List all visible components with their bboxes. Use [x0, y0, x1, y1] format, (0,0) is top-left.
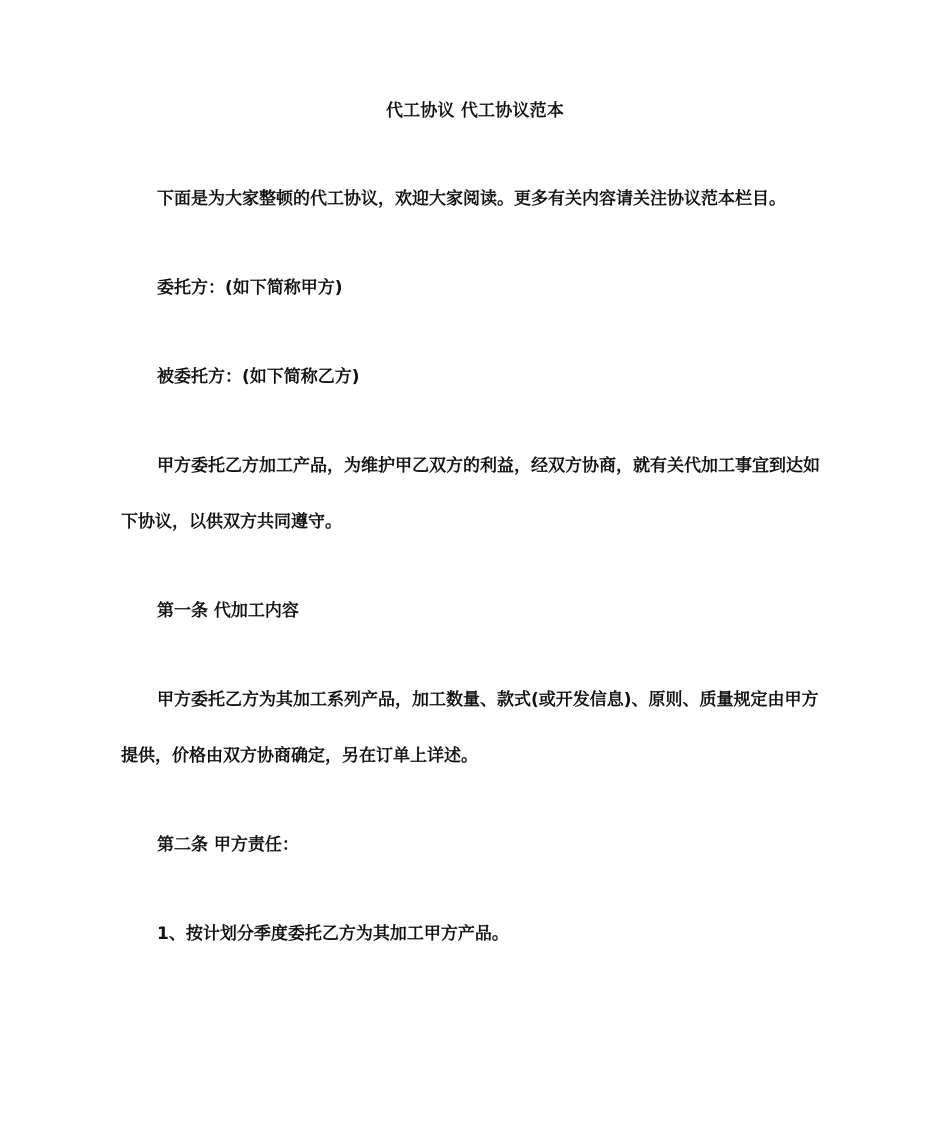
intro-paragraph: 下面是为大家整顿的代工协议，欢迎大家阅读。更多有关内容请关注协议范本栏目。: [157, 189, 786, 209]
agreement-preamble-paragraph: 甲方委托乙方加工产品，为维护甲乙双方的利益，经双方协商，就有关代加工事宜到达如下协议，以供双方共同遵守。: [121, 456, 820, 532]
article-one-body: 甲方委托乙方为其加工系列产品，加工数量、款式(或开发信息)、原则、质量规定由甲方提供，价格由双方协商确定，另在订单上详述。: [121, 690, 819, 766]
article-one-heading: 第一条 代加工内容: [157, 601, 299, 621]
document-title: 代工协议 代工协议范本: [385, 101, 565, 121]
contractor-party-line: 被委托方：(如下简称乙方): [157, 367, 360, 387]
article-two-item-1: 1、按计划分季度委托乙方为其加工甲方产品。: [157, 924, 509, 944]
client-party-line: 委托方：(如下简称甲方): [157, 278, 343, 298]
article-two-heading: 第二条 甲方责任：: [157, 835, 299, 855]
